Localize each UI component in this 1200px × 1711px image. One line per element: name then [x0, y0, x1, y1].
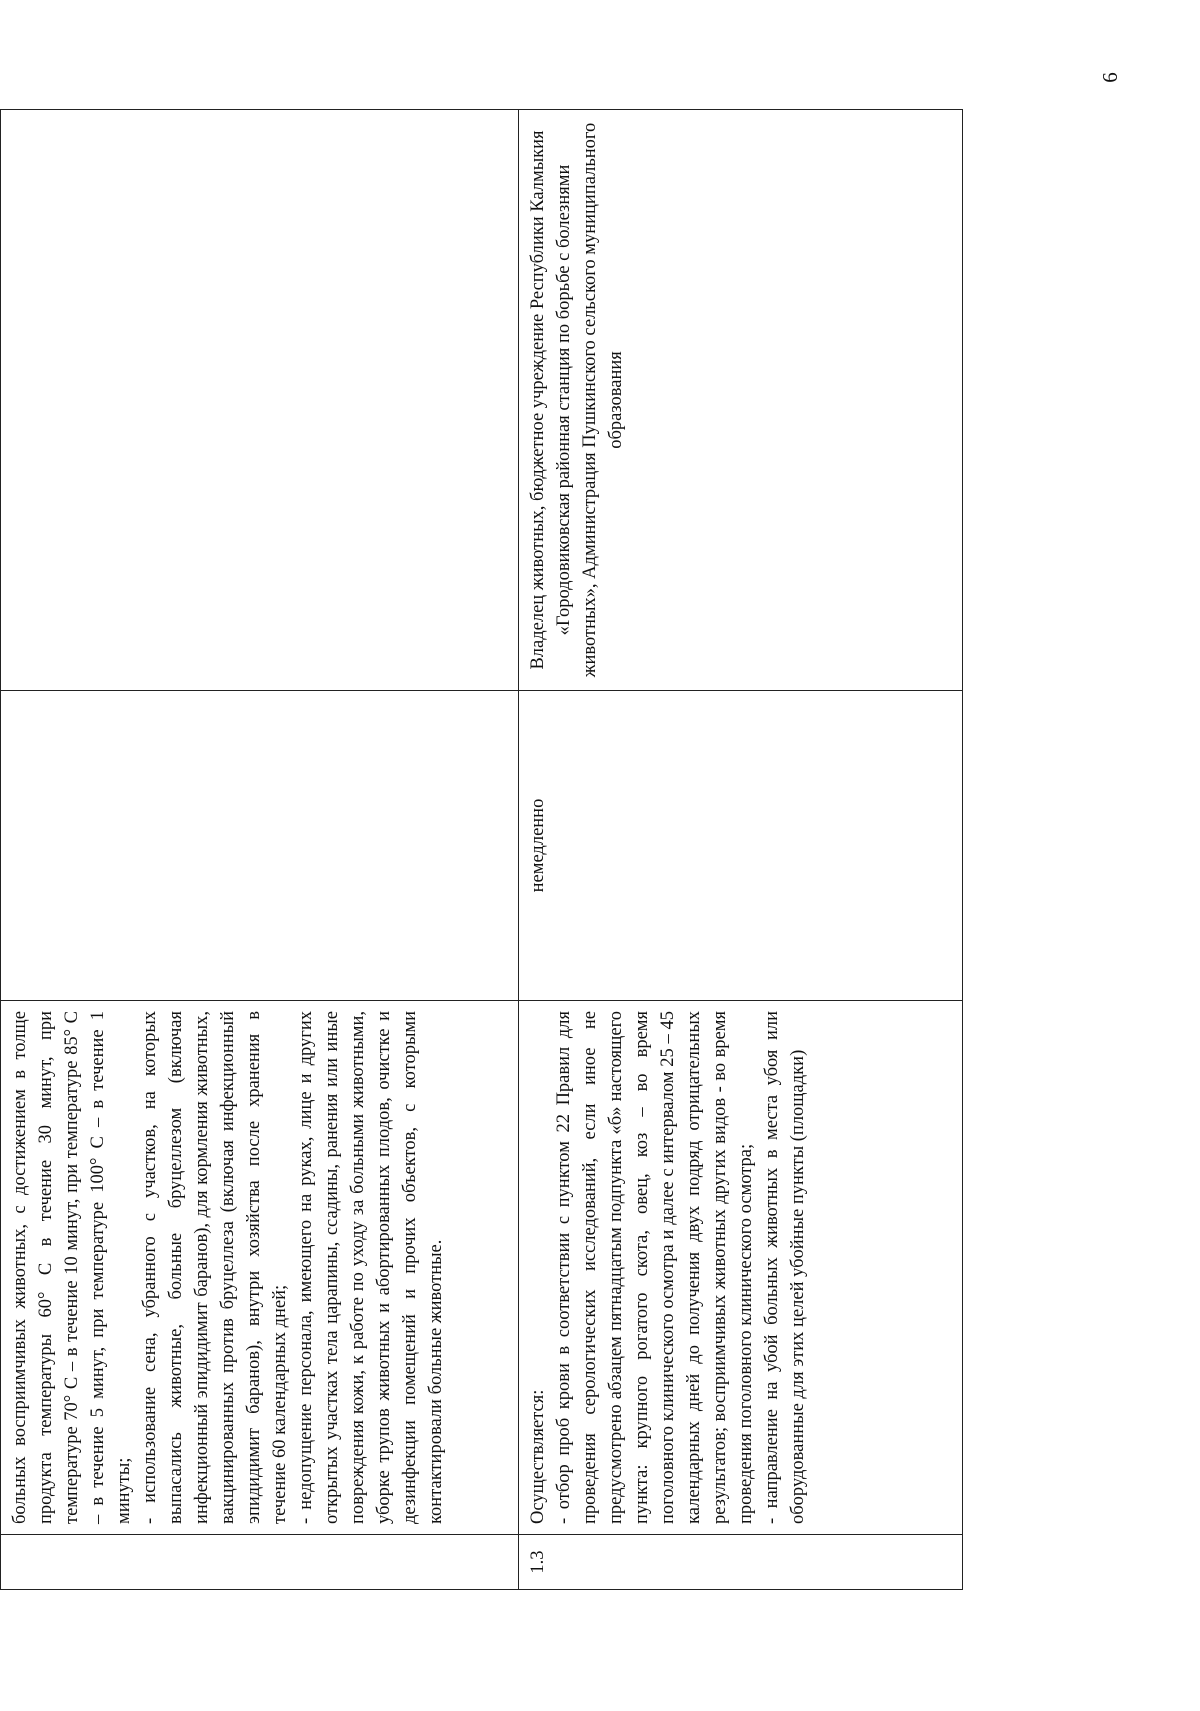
- measure-paragraph: больных восприимчивых животных, с достижением в толще продукта температуры 60° С в течение 30 минут, при температуре 70° С – в течение 10 минут, при температуре 85° С – в течение 5 минут, при температуре 100° С – в течение 1 минуты;: [10, 1011, 134, 1524]
- term-cell: [1, 691, 519, 1001]
- measure-description: [1, 1001, 519, 1535]
- page-number: 6: [1097, 72, 1122, 83]
- measure-paragraph: - направление на убой больных животных в места убоя или оборудованные для этих целей убойные пункты (площадки): [762, 1011, 808, 1524]
- responsible-cell: [1, 110, 519, 691]
- row-number: [1, 1535, 519, 1590]
- measure-paragraph: - отбор проб крови в соответствии с пунктом 22 Правил для проведения серологических исследований, если иное не предусмотрено абзацем пятнадцатым подпункта «б» настоящего пункта: крупного рогатого скота, овец, коз – во время поголовного клинического осмотра и далее с интервалом 25 – 45 календарных дней до получения двух подряд отрицательных результатов; восприимчивых животных других видов - во время проведения поголовного клинического осмотра;: [554, 1011, 756, 1524]
- term-cell: немедленно: [519, 691, 963, 1001]
- table-row: [1, 110, 519, 1590]
- measure-paragraph: - недопущение персонала, имеющего на руках, лице и других открытых участках тела царапины, ссадины, ранения или иные повреждения кожи, к работе по уходу за больными животными, уборке трупов животных и абортированных плодов, очистке и дезинфекции помещений и прочих объектов, с которыми контактировали больные животные.: [296, 1011, 446, 1524]
- measure-paragraph: Осуществляется:: [528, 1389, 548, 1524]
- measure-paragraph: - использование сена, убранного с участков, на которых выпасались животные, больные бруцеллезом (включая инфекционный эпидидимит баранов), для кормления животных, вакцинированных против бруцеллеза (включая инфекционный эпидидимит баранов), внутри хозяйства после хранения в течение 60 календарных дней;: [140, 1011, 290, 1524]
- measure-description: [519, 1001, 963, 1535]
- measures-table: [0, 109, 963, 1590]
- table-row: [519, 110, 963, 1590]
- responsible-cell: Владелец животных, бюджетное учреждение Республики Калмыкия «Городовиковская районная станция по борьбе с болезнями животных», Администрация Пушкинского сельского муниципального образования: [519, 110, 963, 691]
- rotated-page: [0, 110, 960, 1590]
- row-number: 1.3: [519, 1535, 963, 1590]
